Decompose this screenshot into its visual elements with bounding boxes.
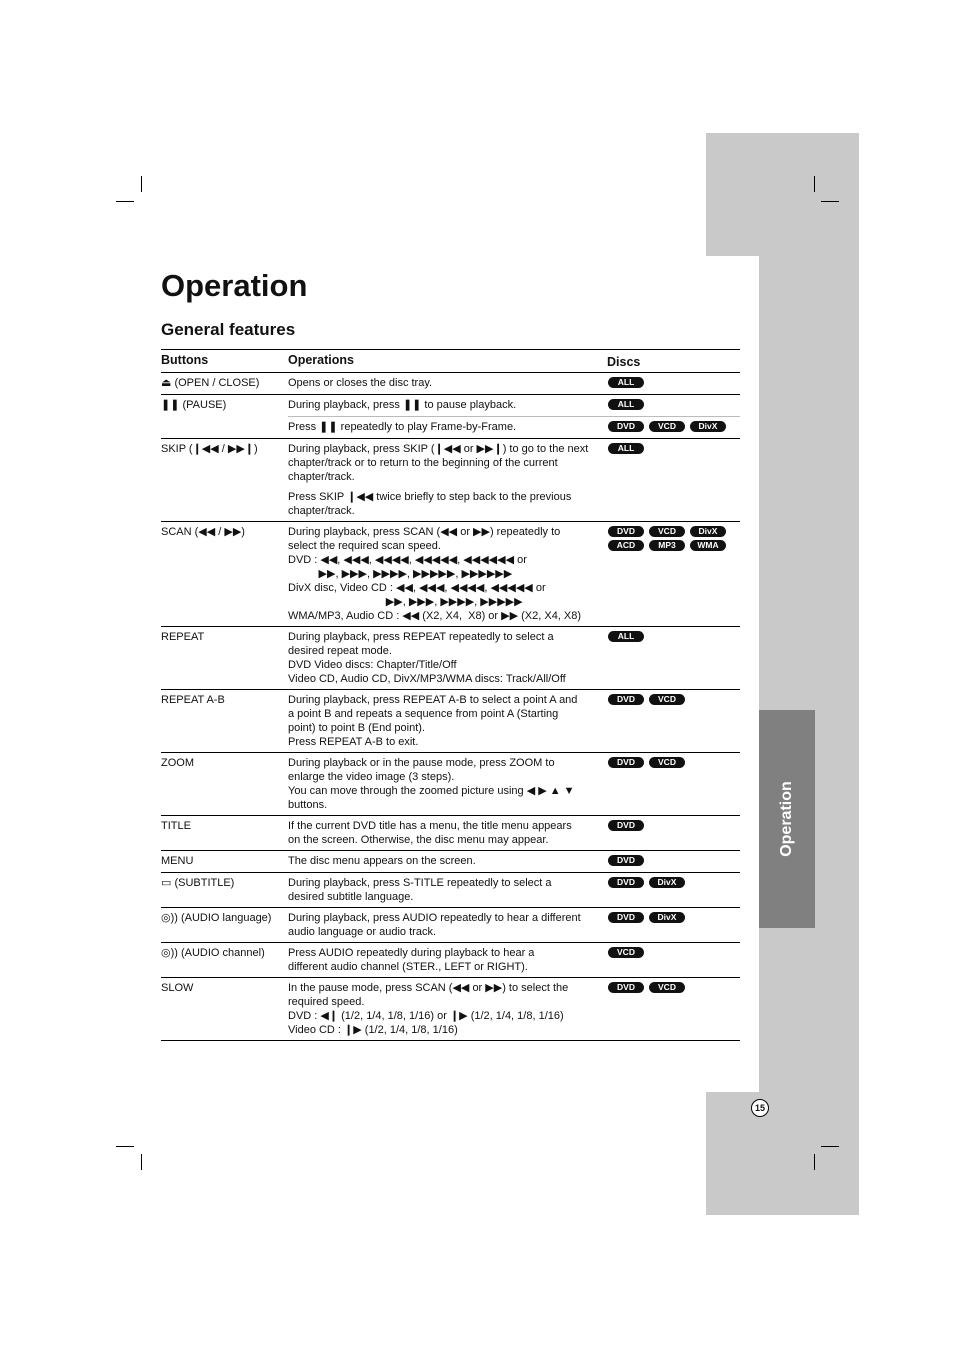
disc-badge: DivX	[690, 421, 726, 432]
crop-mark	[141, 1154, 142, 1170]
disc-badge: DVD	[608, 877, 644, 888]
operation-line: During playback, press REPEAT repeatedly to select a	[288, 631, 554, 643]
operation-line: Press SKIP ❙◀◀ twice briefly to step back to the previous	[288, 491, 572, 503]
operation-line: During playback, press S-TITLE repeatedly to select a	[288, 877, 552, 889]
operation-line: desired repeat mode.	[288, 645, 392, 657]
disc-badges	[608, 630, 740, 686]
operation-line: During playback, press ❚❚ to pause playback.	[288, 399, 517, 411]
table-row	[161, 753, 740, 816]
operation-line: During playback, press SKIP (❙◀◀ or ▶▶❙) to go to the next	[288, 443, 589, 455]
operation-text	[288, 946, 608, 974]
disc-badge: DVD	[608, 421, 644, 432]
operation-line: WMA/MP3, Audio CD : ◀◀ (X2, X4, X8) or ▶▶ (X2, X4, X8)	[288, 610, 582, 622]
disc-badges	[608, 442, 740, 518]
disc-badge: DVD	[608, 694, 644, 705]
operation-text	[288, 693, 608, 749]
disc-badge: DivX	[690, 526, 726, 537]
disc-badge: MP3	[649, 540, 685, 551]
operation-line: different audio channel (STER., LEFT or RIGHT).	[288, 961, 528, 973]
button-name: SKIP (❙◀◀ / ▶▶❙)	[161, 443, 258, 455]
operation-text	[288, 525, 608, 623]
operation-line: Press AUDIO repeatedly during playback to hear a	[288, 947, 535, 959]
table-row	[161, 978, 740, 1041]
button-name: ▭ (SUBTITLE)	[161, 877, 235, 889]
header-discs: Discs	[607, 355, 641, 369]
operation-line: The disc menu appears on the screen.	[288, 855, 476, 867]
disc-badges	[608, 854, 740, 869]
operation-line: chapter/track or to return to the beginning of the current	[288, 457, 558, 469]
disc-badge: VCD	[649, 757, 685, 768]
operation-text	[288, 442, 608, 518]
header-buttons: Buttons	[161, 353, 209, 367]
disc-badge: ALL	[608, 443, 644, 454]
section-side-tab	[759, 710, 815, 928]
button-name: MENU	[161, 855, 194, 867]
table-row	[161, 851, 740, 873]
crop-mark	[141, 176, 142, 192]
margin-tab-bottom	[706, 1092, 859, 1215]
button-name: TITLE	[161, 820, 191, 832]
disc-badge: VCD	[649, 421, 685, 432]
operation-line: desired subtitle language.	[288, 891, 414, 903]
page-number: 15	[751, 1099, 769, 1117]
table-body	[161, 373, 740, 1041]
operation-line: required speed.	[288, 996, 365, 1008]
disc-badge: ALL	[608, 377, 644, 388]
disc-badge: ACD	[608, 540, 644, 551]
button-name: ◎)) (AUDIO language)	[161, 912, 272, 924]
margin-strip	[759, 256, 859, 1092]
disc-badge: DVD	[608, 757, 644, 768]
button-name: ◎)) (AUDIO channel)	[161, 947, 265, 959]
section-tab-label: Operation	[778, 781, 795, 857]
table-row	[161, 690, 740, 753]
crop-mark	[814, 1154, 815, 1170]
operation-text	[288, 630, 608, 686]
crop-mark	[821, 1146, 839, 1147]
operation-line: In the pause mode, press SCAN (◀◀ or ▶▶) to select the	[288, 982, 569, 994]
disc-badges	[608, 911, 740, 939]
button-name: ❚❚ (PAUSE)	[161, 399, 227, 411]
operation-line: DVD Video discs: Chapter/Title/Off	[288, 659, 457, 671]
operation-entry	[288, 851, 740, 872]
operation-line: a point B and repeats a sequence from point A (Starting	[288, 708, 559, 720]
button-name: REPEAT A-B	[161, 694, 225, 706]
operation-line: audio language or audio track.	[288, 926, 436, 938]
operation-line: point) to point B (End point).	[288, 722, 425, 734]
table-row	[161, 627, 740, 690]
operation-entry	[288, 908, 740, 942]
operation-line: on the screen. Otherwise, the disc menu may appear.	[288, 834, 549, 846]
operation-entry	[288, 439, 740, 521]
disc-badges	[608, 376, 740, 391]
disc-badge: WMA	[690, 540, 726, 551]
disc-badge: ALL	[608, 631, 644, 642]
operation-line: Opens or closes the disc tray.	[288, 377, 433, 389]
operation-line: select the required scan speed.	[288, 540, 441, 552]
disc-badge: DivX	[649, 912, 685, 923]
crop-mark	[116, 201, 134, 202]
operation-entry	[288, 873, 740, 907]
disc-badges	[608, 876, 740, 904]
operation-entry	[288, 816, 740, 850]
operation-entry	[288, 943, 740, 977]
operation-text	[288, 819, 608, 847]
disc-badge: DVD	[608, 526, 644, 537]
operation-text	[288, 420, 608, 435]
operation-entry	[288, 522, 740, 626]
operation-entry	[288, 627, 740, 689]
crop-mark	[116, 1146, 134, 1147]
operation-entry	[288, 416, 740, 438]
header-operations: Operations	[288, 353, 354, 367]
disc-badges	[608, 420, 740, 435]
table-header	[161, 350, 740, 373]
operation-line: Video CD : ❙▶ (1/2, 1/4, 1/8, 1/16)	[288, 1024, 458, 1036]
disc-badge: VCD	[649, 694, 685, 705]
operation-line: During playback, press SCAN (◀◀ or ▶▶) repeatedly to	[288, 526, 561, 538]
operation-line: Video CD, Audio CD, DivX/MP3/WMA discs: Track/All/Off	[288, 673, 566, 685]
disc-badge: DVD	[608, 982, 644, 993]
table-row	[161, 373, 740, 395]
disc-badge: DVD	[608, 855, 644, 866]
operation-text	[288, 911, 608, 939]
button-name: SLOW	[161, 982, 194, 994]
operation-line: You can move through the zoomed picture using ◀ ▶ ▲ ▼	[288, 785, 575, 797]
disc-badge: VCD	[608, 947, 644, 958]
operation-line: DVD : ◀◀, ◀◀◀, ◀◀◀◀, ◀◀◀◀◀, ◀◀◀◀◀◀ or	[288, 554, 527, 566]
operation-text	[288, 981, 608, 1037]
disc-badge: ALL	[608, 399, 644, 410]
disc-badge: DVD	[608, 912, 644, 923]
operation-entry	[288, 395, 740, 416]
operation-entry	[288, 690, 740, 752]
operation-line: chapter/track.	[288, 471, 355, 483]
operation-line: enlarge the video image (3 steps).	[288, 771, 455, 783]
margin-tab-top	[706, 133, 859, 256]
disc-badges	[608, 398, 740, 413]
operation-entry	[288, 978, 740, 1040]
disc-badge: VCD	[649, 982, 685, 993]
disc-badges	[608, 525, 740, 623]
operation-line: Press ❚❚ repeatedly to play Frame-by-Frame.	[288, 421, 517, 433]
features-table	[161, 349, 740, 1041]
operation-line: If the current DVD title has a menu, the title menu appears	[288, 820, 572, 832]
section-subtitle: General features	[161, 320, 296, 339]
operation-text	[288, 854, 608, 869]
operation-text	[288, 398, 608, 413]
table-row	[161, 873, 740, 908]
operation-line: During playback, press REPEAT A-B to select a point A and	[288, 694, 578, 706]
operation-text	[288, 376, 608, 391]
table-row	[161, 439, 740, 522]
operation-text	[288, 876, 608, 904]
operation-line: DivX disc, Video CD : ◀◀, ◀◀◀, ◀◀◀◀, ◀◀◀◀◀ or	[288, 582, 546, 594]
table-row	[161, 395, 740, 439]
operation-line: ▶▶, ▶▶▶, ▶▶▶▶, ▶▶▶▶▶, ▶▶▶▶▶▶	[288, 568, 513, 580]
disc-badge: DVD	[608, 820, 644, 831]
disc-badges	[608, 981, 740, 1037]
page-title: Operation	[161, 268, 308, 303]
disc-badge: DivX	[649, 877, 685, 888]
operation-line: DVD : ◀❙ (1/2, 1/4, 1/8, 1/16) or ❙▶ (1/2, 1/4, 1/8, 1/16)	[288, 1010, 564, 1022]
operation-entry	[288, 753, 740, 815]
operation-entry	[288, 373, 740, 394]
button-name: ZOOM	[161, 757, 194, 769]
crop-mark	[821, 201, 839, 202]
button-name: ⏏ (OPEN / CLOSE)	[161, 377, 260, 389]
operation-line: During playback, press AUDIO repeatedly to hear a different	[288, 912, 581, 924]
operation-text	[288, 756, 608, 812]
disc-badges	[608, 946, 740, 974]
operation-line: During playback or in the pause mode, press ZOOM to	[288, 757, 555, 769]
disc-badge: VCD	[649, 526, 685, 537]
disc-badges	[608, 819, 740, 847]
button-name: REPEAT	[161, 631, 205, 643]
crop-mark	[814, 176, 815, 192]
disc-badges	[608, 693, 740, 749]
table-row	[161, 816, 740, 851]
operation-line: chapter/track.	[288, 505, 355, 517]
operation-line: Press REPEAT A-B to exit.	[288, 736, 419, 748]
table-row	[161, 908, 740, 943]
table-row	[161, 943, 740, 978]
button-name: SCAN (◀◀ / ▶▶)	[161, 526, 245, 538]
operation-line: buttons.	[288, 799, 328, 811]
operation-line: ▶▶, ▶▶▶, ▶▶▶▶, ▶▶▶▶▶	[288, 596, 523, 608]
disc-badges	[608, 756, 740, 812]
table-row	[161, 522, 740, 627]
